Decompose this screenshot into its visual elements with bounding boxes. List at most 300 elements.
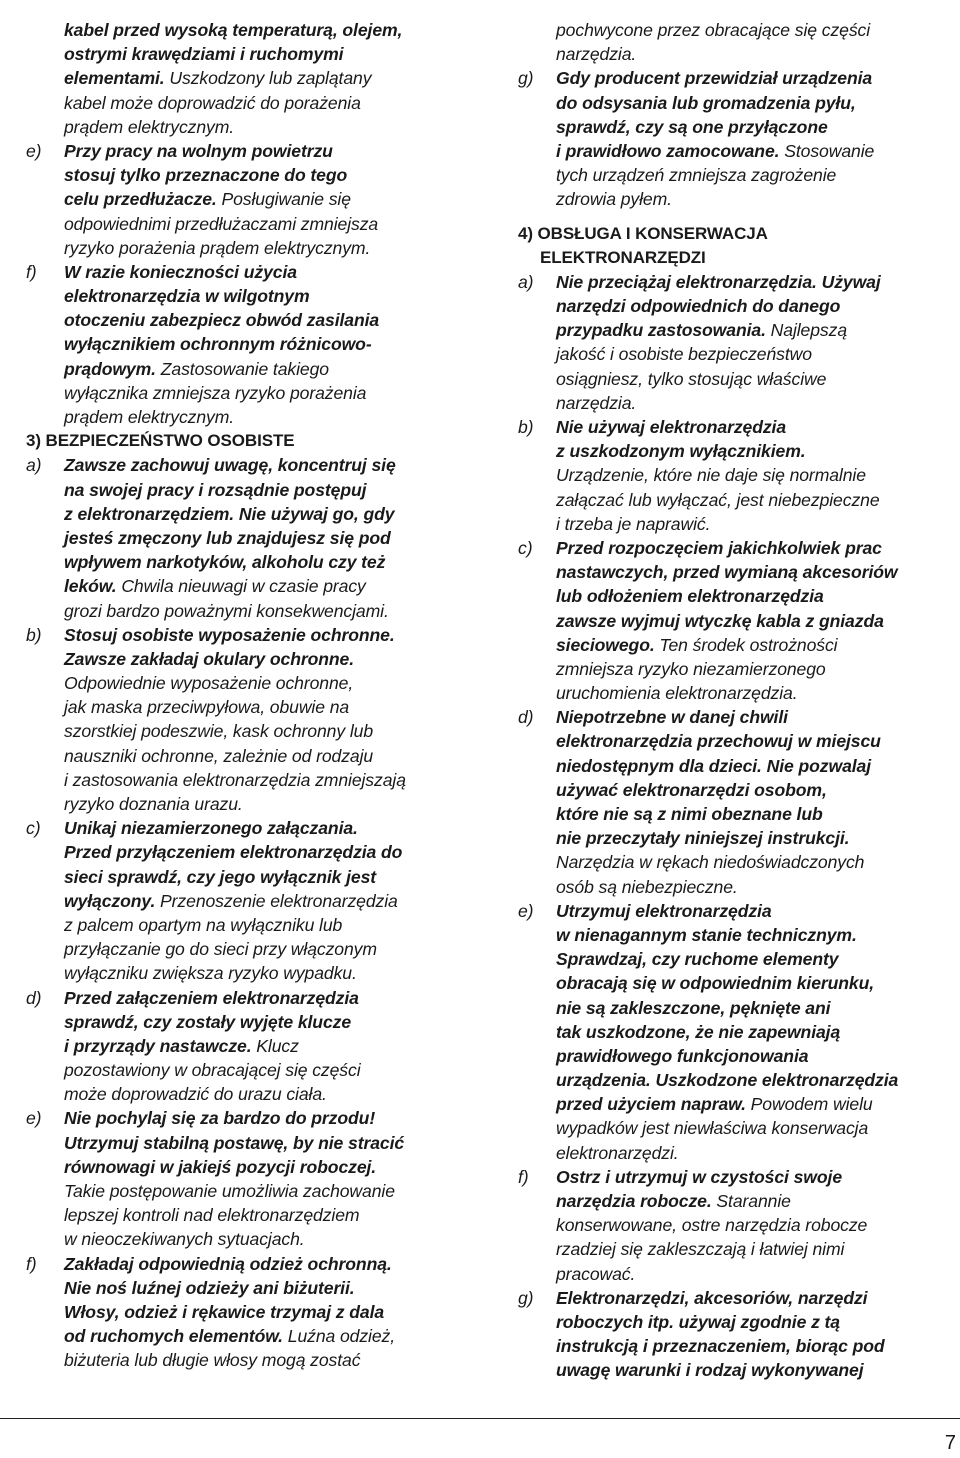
- text-line: [518, 115, 958, 139]
- section-heading-line: [26, 429, 466, 453]
- text-line: [26, 913, 466, 937]
- item-label: a): [26, 455, 42, 476]
- text-line: [26, 308, 466, 332]
- bold-text: obracają się w odpowiednim kierunku,: [556, 973, 875, 994]
- text-line: [26, 357, 466, 381]
- bold-text: do odsysania lub gromadzenia pyłu,: [556, 92, 856, 113]
- regular-text: Uszkodzony lub zaplątany: [164, 68, 372, 89]
- regular-text: Klucz: [251, 1035, 299, 1056]
- line-text: [556, 633, 838, 657]
- line-text: [26, 429, 294, 453]
- line-text: [556, 850, 864, 874]
- regular-text: Zastosowanie takiego: [155, 358, 329, 379]
- line-text: [556, 1189, 791, 1213]
- text-line: [518, 729, 958, 753]
- line-text: [556, 705, 788, 729]
- list-item-line: [518, 1286, 958, 1310]
- list-item-line: [26, 816, 466, 840]
- regular-text: z palcem opartym na wyłączniku lub: [64, 914, 343, 935]
- bold-text: Gdy producent przewidział urządzenia: [556, 68, 873, 89]
- text-line: [518, 633, 958, 657]
- section-heading-line: [518, 222, 958, 246]
- regular-text: Przenoszenie elektronarzędzia: [155, 890, 398, 911]
- line-text: [556, 778, 827, 802]
- line-text: [64, 719, 373, 743]
- list-item-line: [26, 260, 466, 284]
- bold-text: instrukcją i przeznaczeniem, biorąc pod: [556, 1336, 885, 1357]
- text-line: [26, 478, 466, 502]
- line-text: [64, 381, 366, 405]
- line-text: [64, 768, 406, 792]
- line-text: [556, 1237, 844, 1261]
- regular-text: Odpowiednie wyposażenie ochronne,: [64, 673, 354, 694]
- text-line: [26, 719, 466, 743]
- bold-text: otoczeniu zabezpiecz obwód zasilania: [64, 310, 380, 331]
- text-line: [26, 284, 466, 308]
- line-text: [556, 391, 636, 415]
- line-text: [64, 236, 370, 260]
- list-item-line: [518, 705, 958, 729]
- text-line: [518, 1358, 958, 1382]
- line-text: [556, 536, 882, 560]
- bold-text: nastawczych, przed wymianą akcesoriów: [556, 562, 898, 583]
- line-text: [556, 18, 870, 42]
- bold-text: leków.: [64, 576, 117, 597]
- text-line: [518, 18, 958, 42]
- line-text: [556, 754, 871, 778]
- line-text: [556, 1092, 873, 1116]
- bold-text: Zakładaj odpowiednią odzież ochronną.: [64, 1253, 392, 1274]
- text-line: [518, 1213, 958, 1237]
- list-item-line: [518, 1165, 958, 1189]
- text-line: [26, 1131, 466, 1155]
- text-line: [26, 212, 466, 236]
- regular-text: prądem elektrycznym.: [64, 116, 235, 137]
- line-text: [64, 91, 361, 115]
- line-text: [64, 1106, 375, 1130]
- list-item-line: [26, 986, 466, 1010]
- regular-text: w nieoczekiwanych sytuacjach.: [64, 1229, 305, 1250]
- line-text: [64, 405, 234, 429]
- regular-text: biżuteria lub długie włosy mogą zostać: [64, 1350, 361, 1371]
- list-item-line: [518, 66, 958, 90]
- item-label: f): [26, 1253, 37, 1274]
- list-item-line: [518, 536, 958, 560]
- line-text: [64, 212, 378, 236]
- text-line: [518, 826, 958, 850]
- text-line: [26, 937, 466, 961]
- regular-text: szorstkiej podeszwie, kask ochronny lub: [64, 721, 374, 742]
- regular-text: wypadków jest niewłaściwa konserwacja: [556, 1118, 869, 1139]
- regular-text: osiągniesz, tylko stosując właściwe: [556, 368, 827, 389]
- text-line: [518, 971, 958, 995]
- bold-text: zawsze wyjmuj wtyczkę kabla z gniazda: [556, 610, 884, 631]
- line-text: [556, 294, 840, 318]
- line-text: [64, 163, 347, 187]
- regular-text: Powodem wielu: [745, 1094, 873, 1115]
- text-line: [26, 405, 466, 429]
- line-text: [556, 1286, 867, 1310]
- line-text: [556, 115, 828, 139]
- bold-text: niedostępnym dla dzieci. Nie pozwalaj: [556, 755, 872, 776]
- text-line: [518, 1092, 958, 1116]
- line-text: [64, 66, 371, 90]
- line-text: [556, 560, 897, 584]
- bold-text: ostrymi krawędziami i ruchomymi: [64, 44, 344, 65]
- text-line: [26, 332, 466, 356]
- line-text: [64, 913, 342, 937]
- text-line: [26, 768, 466, 792]
- bold-text: używać elektronarzędzi osobom,: [556, 779, 827, 800]
- bold-text: roboczych itp. używaj zgodnie z tą: [556, 1311, 840, 1332]
- regular-text: wyłącznika zmniejsza ryzyko porażenia: [64, 382, 367, 403]
- text-line: [26, 647, 466, 671]
- regular-text: ryzyko porażenia prądem elektrycznym.: [64, 237, 371, 258]
- line-text: [64, 1034, 299, 1058]
- regular-text: Luźna odzież,: [282, 1326, 396, 1347]
- regular-text: osób są niebezpieczne.: [556, 876, 738, 897]
- text-line: [26, 1155, 466, 1179]
- bold-text: nie przeczytały niniejszej instrukcji.: [556, 828, 850, 849]
- text-line: [26, 1348, 466, 1372]
- bold-text: z uszkodzonym wyłącznikiem.: [556, 441, 806, 462]
- text-line: [26, 550, 466, 574]
- regular-text: pracować.: [556, 1263, 636, 1284]
- left-column: [26, 18, 466, 1373]
- line-text: [64, 1324, 395, 1348]
- line-text: [556, 415, 786, 439]
- bold-text: Elektronarzędzi, akcesoriów, narzędzi: [556, 1287, 868, 1308]
- bold-text: przed użyciem napraw.: [556, 1094, 746, 1115]
- bold-text: Przed załączeniem elektronarzędzia: [64, 987, 359, 1008]
- text-line: [518, 187, 958, 211]
- line-text: [64, 478, 366, 502]
- text-line: [26, 18, 466, 42]
- text-line: [26, 1034, 466, 1058]
- item-label: g): [518, 1287, 534, 1308]
- text-line: [26, 865, 466, 889]
- bold-text: Nie pochylaj się za bardzo do przodu!: [64, 1108, 376, 1129]
- list-item-line: [26, 139, 466, 163]
- text-line: [26, 1179, 466, 1203]
- regular-text: załączać lub wyłączać, jest niebezpieczne: [556, 489, 880, 510]
- regular-text: Najlepszą: [765, 320, 848, 341]
- text-line: [26, 744, 466, 768]
- text-line: [518, 1237, 958, 1261]
- regular-text: jakość i osobiste bezpieczeństwo: [556, 344, 812, 365]
- bold-text: W razie konieczności użycia: [64, 261, 297, 282]
- text-line: [26, 1227, 466, 1251]
- line-text: [64, 671, 353, 695]
- item-label: e): [518, 900, 534, 921]
- item-label: g): [518, 68, 534, 89]
- text-line: [26, 574, 466, 598]
- text-line: [518, 996, 958, 1020]
- bold-text: Ostrz i utrzymuj w czystości swoje: [556, 1166, 843, 1187]
- text-line: [518, 778, 958, 802]
- item-label: c): [26, 818, 41, 839]
- text-line: [26, 961, 466, 985]
- footer-rule: [0, 1418, 960, 1419]
- line-text: [556, 1165, 842, 1189]
- section-heading-line: [518, 246, 958, 270]
- text-line: [518, 947, 958, 971]
- text-line: [518, 681, 958, 705]
- line-text: [64, 1155, 376, 1179]
- bold-text: narzędzia robocze.: [556, 1191, 712, 1211]
- line-text: [64, 1300, 384, 1324]
- line-text: [64, 1058, 361, 1082]
- bold-text: elektronarzędzia przechowuj w miejscu: [556, 731, 881, 752]
- bold-text: równowagi w jakiejś pozycji roboczej.: [64, 1156, 377, 1177]
- line-text: [556, 996, 830, 1020]
- regular-text: wyłączniku zwiększa ryzyko wypadku.: [64, 963, 357, 984]
- text-line: [518, 754, 958, 778]
- page-number: 7: [944, 1432, 956, 1454]
- line-text: [64, 332, 372, 356]
- line-text: [64, 623, 395, 647]
- line-text: [556, 367, 826, 391]
- text-line: [518, 163, 958, 187]
- regular-text: pozostawiony w obracającej się części: [64, 1060, 361, 1081]
- regular-text: przyłączanie go do sieci przy włączonym: [64, 939, 377, 960]
- item-label: c): [518, 537, 533, 558]
- list-item-line: [26, 453, 466, 477]
- regular-text: i trzeba je naprawić.: [556, 513, 711, 534]
- bold-text: Niepotrzebne w danej chwili: [556, 707, 788, 728]
- text-line: [518, 318, 958, 342]
- item-label: a): [518, 271, 534, 292]
- line-text: [64, 1082, 327, 1106]
- line-text: [64, 647, 354, 671]
- line-text: [64, 574, 366, 598]
- regular-text: Chwila nieuwagi w czasie pracy: [116, 576, 366, 597]
- line-text: [556, 1068, 898, 1092]
- line-text: [64, 526, 391, 550]
- line-text: [556, 1262, 635, 1286]
- line-text: [556, 971, 874, 995]
- regular-text: konserwowane, ostre narzędzia robocze: [556, 1215, 868, 1236]
- bold-text: uwagę warunki i rodzaj wykonywanej: [556, 1360, 864, 1381]
- text-line: [518, 463, 958, 487]
- text-line: [26, 1324, 466, 1348]
- line-text: [556, 512, 710, 536]
- text-line: [518, 1310, 958, 1334]
- regular-text: grozi bardzo poważnymi konsekwencjami.: [64, 600, 389, 621]
- bold-text: na swojej pracy i rozsądnie postępuj: [64, 479, 367, 500]
- line-text: [556, 1020, 840, 1044]
- bold-text: jesteś zmęczony lub znajdujesz się pod: [64, 527, 391, 548]
- bold-text: prawidłowego funkcjonowania: [556, 1045, 809, 1066]
- line-text: [64, 744, 373, 768]
- line-text: [64, 1227, 305, 1251]
- bold-text: które nie są z nimi obeznane lub: [556, 804, 823, 824]
- line-text: [556, 1334, 885, 1358]
- line-text: [64, 260, 297, 284]
- bold-text: narzędzi odpowiednich do danego: [556, 296, 841, 317]
- text-line: [518, 1141, 958, 1165]
- regular-text: pochwycone przez obracające się części: [556, 20, 871, 40]
- line-text: [556, 66, 872, 90]
- bold-text: 4) OBSŁUGA I KONSERWACJA: [518, 223, 768, 243]
- bold-text: celu przedłużacze.: [64, 189, 217, 210]
- line-text: [64, 502, 394, 526]
- text-line: [518, 342, 958, 366]
- line-text: [518, 222, 768, 246]
- bold-text: wyłącznikiem ochronnym różnicowo-: [64, 334, 372, 355]
- regular-text: zmniejsza ryzyko niezamierzonego: [556, 658, 826, 679]
- line-text: [556, 947, 838, 971]
- line-text: [64, 695, 349, 719]
- text-line: [26, 42, 466, 66]
- spacer: [518, 212, 958, 222]
- text-line: [518, 923, 958, 947]
- regular-text: elektronarzędzi.: [556, 1142, 679, 1163]
- item-label: e): [26, 1108, 42, 1129]
- line-text: [556, 1044, 808, 1068]
- regular-text: odpowiednimi przedłużaczami zmniejsza: [64, 213, 379, 234]
- line-text: [64, 816, 358, 840]
- text-line: [518, 512, 958, 536]
- bold-text: w nienagannym stanie technicznym.: [556, 924, 857, 945]
- text-line: [518, 657, 958, 681]
- text-line: [26, 502, 466, 526]
- bold-text: wpływem narkotyków, alkoholu czy też: [64, 552, 386, 573]
- regular-text: Takie postępowanie umożliwia zachowanie: [64, 1181, 395, 1201]
- bold-text: wyłączony.: [64, 890, 156, 911]
- bold-text: elektronarzędzia w wilgotnym: [64, 286, 310, 307]
- line-text: [64, 357, 329, 381]
- regular-text: Urządzenie, które nie daje się normalnie: [556, 465, 866, 486]
- text-line: [26, 599, 466, 623]
- line-text: [556, 875, 738, 899]
- line-text: [64, 599, 389, 623]
- item-label: f): [26, 261, 37, 282]
- list-item-line: [26, 1106, 466, 1130]
- text-line: [518, 1262, 958, 1286]
- text-line: [26, 66, 466, 90]
- bold-text: tak uszkodzone, że nie zapewniają: [556, 1021, 841, 1042]
- line-text: [556, 1310, 840, 1334]
- regular-text: i zastosowania elektronarzędzia zmniejszają: [64, 769, 406, 790]
- text-line: [518, 560, 958, 584]
- text-line: [518, 802, 958, 826]
- line-text: [64, 889, 398, 913]
- text-line: [26, 526, 466, 550]
- list-item-line: [518, 415, 958, 439]
- bold-text: kabel przed wysoką temperaturą, olejem,: [64, 20, 403, 40]
- text-line: [518, 584, 958, 608]
- bold-text: sprawdź, czy zostały wyjęte klucze: [64, 1011, 352, 1032]
- regular-text: rzadziej się zakleszczają i łatwiej nimi: [556, 1239, 845, 1260]
- bold-text: przypadku zastosowania.: [556, 320, 766, 341]
- line-text: [556, 463, 866, 487]
- line-text: [556, 342, 812, 366]
- text-line: [518, 1068, 958, 1092]
- bold-text: Zawsze zachowuj uwagę, koncentruj się: [64, 455, 396, 476]
- text-line: [518, 1189, 958, 1213]
- line-text: [64, 840, 402, 864]
- text-line: [518, 139, 958, 163]
- bold-text: Nie przeciążaj elektronarzędzia. Używaj: [556, 271, 881, 292]
- bold-text: Utrzymuj elektronarzędzia: [556, 900, 772, 921]
- text-line: [26, 1058, 466, 1082]
- text-line: [26, 163, 466, 187]
- line-text: [556, 681, 798, 705]
- text-line: [518, 42, 958, 66]
- bold-text: ELEKTRONARZĘDZI: [540, 247, 706, 267]
- bold-text: sprawdź, czy są one przyłączone: [556, 116, 828, 137]
- bold-text: Sprawdzaj, czy ruchome elementy: [556, 949, 839, 970]
- text-line: [26, 792, 466, 816]
- line-text: [556, 488, 880, 512]
- bold-text: sieciowego.: [556, 634, 655, 655]
- bold-text: Nie używaj elektronarzędzia: [556, 417, 787, 437]
- line-text: [64, 453, 396, 477]
- regular-text: może doprowadzić do urazu ciała.: [64, 1084, 327, 1105]
- right-column: [518, 18, 958, 1383]
- line-text: [556, 923, 857, 947]
- line-text: [556, 899, 772, 923]
- bold-text: i prawidłowo zamocowane.: [556, 140, 780, 161]
- text-line: [26, 1010, 466, 1034]
- line-text: [64, 1179, 395, 1203]
- text-line: [518, 439, 958, 463]
- item-label: f): [518, 1166, 529, 1187]
- regular-text: tych urządzeń zmniejsza zagrożenie: [556, 165, 837, 186]
- bold-text: stosuj tylko przeznaczone do tego: [64, 165, 348, 186]
- regular-text: Narzędzia w rękach niedoświadczonych: [556, 852, 865, 873]
- line-text: [556, 826, 849, 850]
- text-line: [26, 889, 466, 913]
- line-text: [64, 42, 343, 66]
- line-text: [64, 961, 357, 985]
- bold-text: Utrzymuj stabilną postawę, by nie stracić: [64, 1132, 405, 1153]
- text-line: [26, 1082, 466, 1106]
- bold-text: Przed przyłączeniem elektronarzędzia do: [64, 842, 403, 863]
- text-line: [26, 840, 466, 864]
- line-text: [556, 42, 636, 66]
- bold-text: Włosy, odzież i rękawice trzymaj z dala: [64, 1301, 385, 1322]
- text-line: [518, 1334, 958, 1358]
- regular-text: ryzyko doznania urazu.: [64, 794, 243, 814]
- bold-text: elementami.: [64, 68, 165, 89]
- line-text: [556, 609, 884, 633]
- line-text: [64, 18, 402, 42]
- line-text: [64, 1131, 404, 1155]
- bold-text: Przed rozpoczęciem jakichkolwiek prac: [556, 537, 882, 558]
- regular-text: prądem elektrycznym.: [64, 407, 235, 427]
- line-text: [64, 1203, 359, 1227]
- regular-text: nauszniki ochronne, zależnie od rodzaju: [64, 745, 374, 766]
- bold-text: Przy pracy na wolnym powietrzu: [64, 140, 333, 161]
- text-line: [518, 850, 958, 874]
- line-text: [64, 1252, 392, 1276]
- regular-text: narzędzia.: [556, 44, 637, 65]
- regular-text: Posługiwanie się: [216, 189, 351, 210]
- line-text: [64, 187, 351, 211]
- text-line: [518, 391, 958, 415]
- text-line: [518, 294, 958, 318]
- item-label: d): [518, 707, 534, 728]
- line-text: [64, 937, 377, 961]
- line-text: [556, 318, 847, 342]
- text-line: [518, 1044, 958, 1068]
- text-line: [518, 875, 958, 899]
- line-text: [556, 729, 881, 753]
- text-line: [26, 236, 466, 260]
- bold-text: sieci sprawdź, czy jego wyłącznik jest: [64, 866, 377, 887]
